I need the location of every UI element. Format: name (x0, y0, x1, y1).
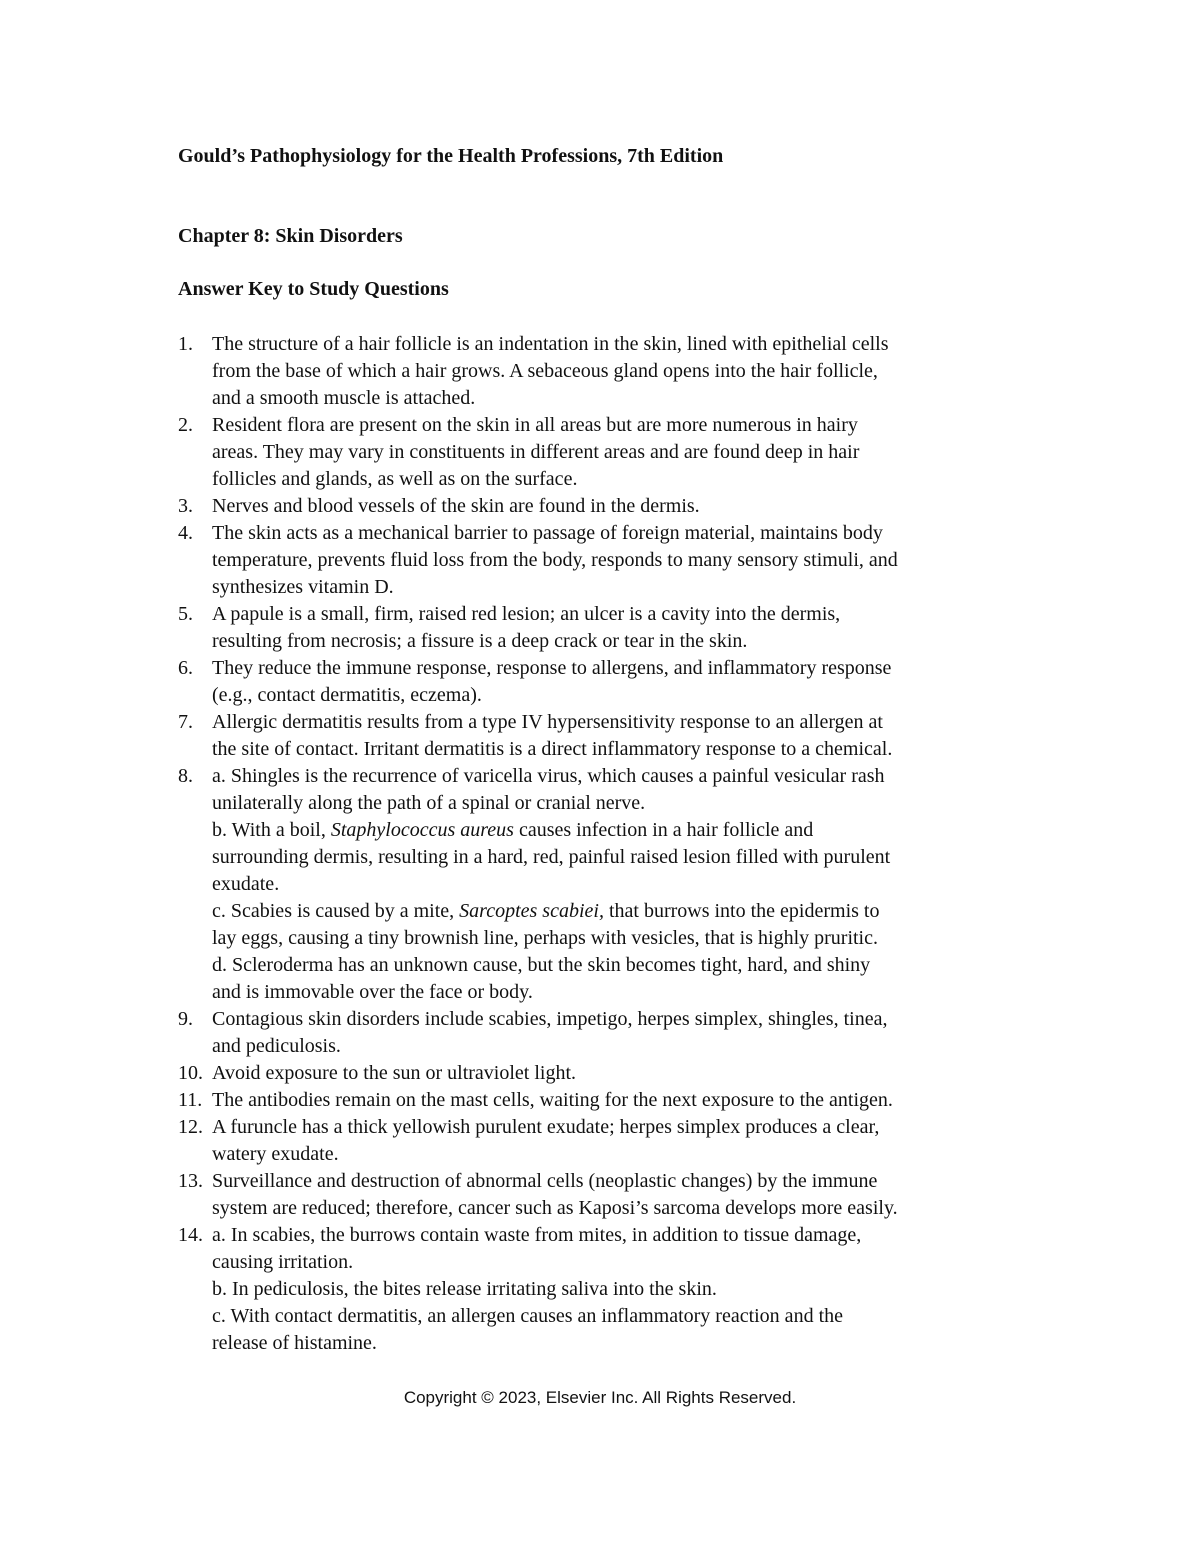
answer-item-3 (178, 493, 1038, 520)
answer-line: b. In pediculosis, the bites release irritating saliva into the skin. (212, 1278, 717, 1300)
answer-number: 9. (178, 1008, 193, 1030)
answer-line: follicles and glands, as well as on the surface. (212, 468, 578, 490)
answer-line: surrounding dermis, resulting in a hard, red, painful raised lesion filled with purulent (212, 846, 891, 868)
answer-line: Avoid exposure to the sun or ultraviolet light. (212, 1062, 577, 1084)
answer-line: and a smooth muscle is attached. (212, 387, 476, 409)
answer-line: Resident flora are present on the skin in all areas but are more numerous in hairy (212, 414, 858, 436)
answer-item-5 (178, 601, 1038, 655)
answer-number: 10. (178, 1062, 203, 1084)
answer-line: Allergic dermatitis results from a type IV hypersensitivity response to an allergen at (212, 711, 883, 733)
answer-line-mixed (212, 817, 1038, 844)
section-title: Answer Key to Study Questions (178, 278, 449, 300)
answer-line: watery exudate. (212, 1143, 339, 1165)
chapter-title: Chapter 8: Skin Disorders (178, 225, 403, 247)
answer-item-10 (178, 1060, 1038, 1087)
answer-line: release of histamine. (212, 1332, 377, 1354)
answer-number: 14. (178, 1224, 203, 1246)
answer-line: d. Scleroderma has an unknown cause, but the skin becomes tight, hard, and shiny (212, 954, 871, 976)
answer-text: b. With a boil, (212, 819, 331, 841)
organism-name: Sarcoptes scabiei, (459, 900, 604, 922)
answer-item-14 (178, 1222, 1038, 1357)
answer-item-4 (178, 520, 1038, 601)
answer-item-7 (178, 709, 1038, 763)
organism-name: Staphylococcus aureus (330, 819, 514, 841)
answer-line: a. Shingles is the recurrence of varicella virus, which causes a painful vesicular rash (212, 765, 885, 787)
answer-line: areas. They may vary in constituents in different areas and are found deep in hair (212, 441, 860, 463)
answer-line: The skin acts as a mechanical barrier to passage of foreign material, maintains body (212, 522, 883, 544)
answer-line: and pediculosis. (212, 1035, 341, 1057)
answer-line: synthesizes vitamin D. (212, 576, 394, 598)
answer-item-8 (178, 763, 1038, 1006)
answer-line: A furuncle has a thick yellowish purulent exudate; herpes simplex produces a clear, (212, 1116, 880, 1138)
answer-line: Nerves and blood vessels of the skin are found in the dermis. (212, 495, 700, 517)
answer-item-1 (178, 331, 1038, 412)
answer-line: temperature, prevents fluid loss from the body, responds to many sensory stimuli, and (212, 549, 898, 571)
answer-number: 8. (178, 765, 193, 787)
answer-number: 13. (178, 1170, 203, 1192)
answer-number: 3. (178, 495, 193, 517)
answer-line: unilaterally along the path of a spinal or cranial nerve. (212, 792, 646, 814)
answer-text: that burrows into the epidermis to (603, 900, 880, 922)
answer-line: and is immovable over the face or body. (212, 981, 533, 1003)
answer-number: 7. (178, 711, 193, 733)
answer-line: (e.g., contact dermatitis, eczema). (212, 684, 482, 706)
answer-line: exudate. (212, 873, 280, 895)
answer-line: The antibodies remain on the mast cells, waiting for the next exposure to the antigen. (212, 1089, 893, 1111)
answer-number: 6. (178, 657, 193, 679)
answer-line: The structure of a hair follicle is an indentation in the skin, lined with epithelial cells (212, 333, 889, 355)
answer-list (178, 331, 1038, 1357)
answer-line: lay eggs, causing a tiny brownish line, perhaps with vesicles, that is highly pruritic. (212, 927, 878, 949)
answer-number: 5. (178, 603, 193, 625)
copyright-footer: Copyright © 2023, Elsevier Inc. All Rights Reserved. (403, 1388, 797, 1407)
answer-line: c. With contact dermatitis, an allergen causes an inflammatory reaction and the (212, 1305, 843, 1327)
answer-item-6 (178, 655, 1038, 709)
answer-line: Contagious skin disorders include scabies, impetigo, herpes simplex, shingles, tinea, (212, 1008, 888, 1030)
answer-number: 1. (178, 333, 193, 355)
answer-number: 11. (178, 1089, 203, 1111)
answer-item-9 (178, 1006, 1038, 1060)
answer-line: causing irritation. (212, 1251, 354, 1273)
answer-item-11 (178, 1087, 1038, 1114)
answer-number: 2. (178, 414, 193, 436)
answer-line: Surveillance and destruction of abnormal cells (neoplastic changes) by the immune (212, 1170, 878, 1192)
answer-line: system are reduced; therefore, cancer such as Kaposi’s sarcoma develops more easily. (212, 1197, 898, 1219)
answer-text: c. Scabies is caused by a mite, (212, 900, 460, 922)
answer-item-13 (178, 1168, 1038, 1222)
answer-item-12 (178, 1114, 1038, 1168)
answer-number: 4. (178, 522, 193, 544)
answer-line: They reduce the immune response, response to allergens, and inflammatory response (212, 657, 892, 679)
answer-number: 12. (178, 1116, 203, 1138)
answer-line-mixed (212, 898, 1038, 925)
answer-line: the site of contact. Irritant dermatitis is a direct inflammatory response to a chemical. (212, 738, 893, 760)
book-title: Gould’s Pathophysiology for the Health Professions, 7th Edition (178, 145, 724, 167)
answer-item-2 (178, 412, 1038, 493)
answer-line: A papule is a small, firm, raised red lesion; an ulcer is a cavity into the dermis, (212, 603, 841, 625)
answer-line: from the base of which a hair grows. A sebaceous gland opens into the hair follicle, (212, 360, 878, 382)
answer-line: a. In scabies, the burrows contain waste from mites, in addition to tissue damage, (212, 1224, 862, 1246)
answer-line: resulting from necrosis; a fissure is a deep crack or tear in the skin. (212, 630, 748, 652)
answer-text: causes infection in a hair follicle and (513, 819, 814, 841)
